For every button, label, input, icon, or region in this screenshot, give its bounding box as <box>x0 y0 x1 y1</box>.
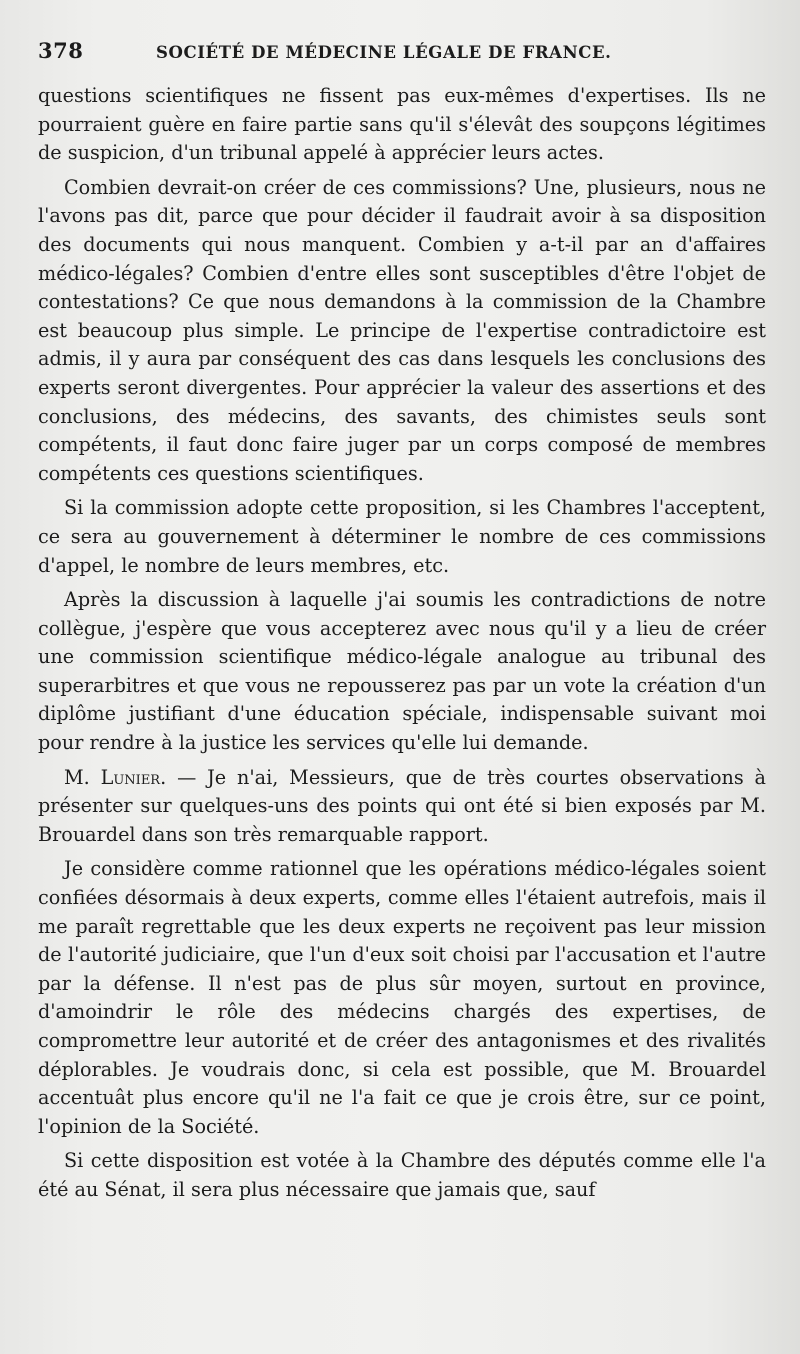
running-head <box>38 38 766 78</box>
page-number: 378 <box>38 38 84 63</box>
paragraph <box>38 494 766 580</box>
journal-title: SOCIÉTÉ DE MÉDECINE LÉGALE DE FRANCE. <box>156 43 612 62</box>
paragraph-text: Après la discussion à laquelle j'ai soumis les contradictions de notre collègue, j'espère que vous accepterez avec nous qu'il y a lieu de créer une commission scientifique médico-légale analogue au tribunal des superarbitres et que vous ne repousserez pas par un vote la création d'un diplôme justifiant d'une éducation spéciale, indispensable suivant moi pour rendre à la justice les services qu'elle lui demande. <box>38 588 766 755</box>
paragraph <box>38 82 766 168</box>
paragraph-text: Combien devrait-on créer de ces commissions? Une, plusieurs, nous ne l'avons pas dit, parce que pour décider il faudrait avoir à sa disposition des documents qui nous manquent. Combien y a-t-il par an d'affaires médico-légales? Combien d'entre elles sont susceptibles d'être l'objet de contestations? Ce que nous demandons à la commission de la Chambre est beaucoup plus simple. Le principe de l'expertise contradictoire est admis, il y aura par conséquent des cas dans lesquels les conclusions des experts seront divergentes. Pour apprécier la valeur des assertions et des conclusions, des médecins, des savants, des chimistes seuls sont compétents, il faut donc faire juger par un corps composé de membres compétents ces questions scientifiques. <box>38 175 766 485</box>
body-text <box>38 82 766 1205</box>
paragraph-text: Je considère comme rationnel que les opérations médico-légales soient confiées désormais à deux experts, comme elles l'étaient autrefois, mais il me paraît regrettable que les deux experts ne reçoivent pas leur mission de l'autorité judiciaire, que l'un d'eux soit choisi par l'accusation et l'autre par la défense. Il n'est pas de plus sûr moyen, surtout en province, d'amoindrir le rôle des médecins chargés des expertises, de compromettre leur autorité et de créer des antagonismes et des rivalités déplorables. Je voudrais donc, si cela est possible, que M. Brouardel accentuât plus encore qu'il ne l'a fait ce que je crois être, sur ce point, l'opinion de la Société. <box>38 857 766 1138</box>
paragraph <box>38 764 766 850</box>
paragraph-text: questions scientifiques ne fissent pas eux-mêmes d'expertises. Ils ne pourraient guère en faire partie sans qu'il s'élevât des soupçons légitimes de suspicion, d'un tribunal appelé à apprécier leurs actes. <box>38 84 766 165</box>
speaker-name: M. Lunier. <box>64 765 167 789</box>
paragraph-text: Si cette disposition est votée à la Chambre des députés comme elle l'a été au Sénat, il sera plus nécessaire que jamais que, sauf <box>38 1149 766 1201</box>
paragraph <box>38 586 766 758</box>
paragraph-text: Si la commission adopte cette proposition, si les Chambres l'acceptent, ce sera au gouvernement à déterminer le nombre de ces commissions d'appel, le nombre de leurs membres, etc. <box>38 496 766 577</box>
paragraph <box>38 1147 766 1204</box>
paragraph <box>38 174 766 489</box>
paragraph-text: — Je n'ai, Messieurs, que de très courtes observations à présenter sur quelques-uns des points qui ont été si bien exposés par M. Brouardel dans son très remarquable rapport. <box>38 765 767 846</box>
paragraph <box>38 855 766 1141</box>
